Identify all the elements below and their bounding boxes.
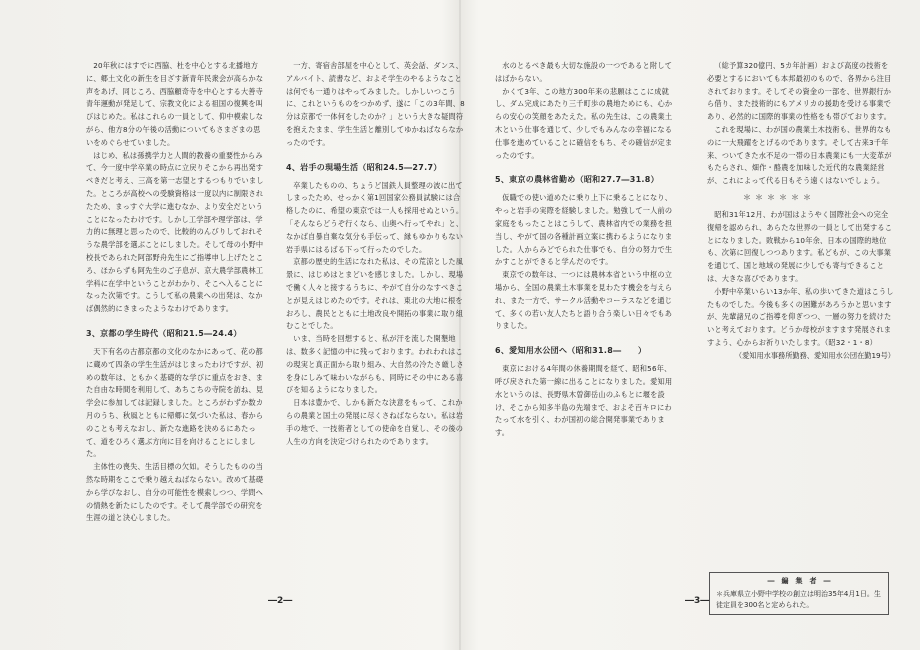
section-divider-stars: ＊＊＊＊＊＊	[743, 192, 815, 202]
page-number-right: ―3―	[685, 596, 710, 606]
author-affiliation: （愛知用水事務所勤務、愛知用水公団在勤19号）	[734, 350, 895, 360]
paragraph: 東京での数年は、一つには農林本省という中枢の立場から、全国の農業土木事業を見わたす機会を与えられ、また一方で、サークル活動やコーラスなどを通じて、多くの若い友人たちと語り合う楽しい日々でもありました。	[495, 270, 673, 331]
right-page-column-2	[707, 60, 895, 620]
paragraph: 東京における4年間の休養期間を経て、昭和56年、呼び戻された第一線に出ることになりました。愛知用水というのは、長野県木曽御岳山のふもとに堰を設け、そこから知多半島の先端まで、およそ百キロにわたって水を引く、わが国初の総合開発事業であります。	[495, 364, 673, 438]
paragraph: 昭和31年12月、わが国はようやく国際社会への完全復帰を認められ、あらたな世界の一員として出発することになりました。敗戦から10年余、日本の国際的地位も、次第に回復しつつあります。私どもが、この大事業を通じて、国と地域の発展に少しでも寄与できることは、大きな喜びであります。	[707, 209, 893, 283]
section-heading: 6、愛知用水公団へ（昭和31.8― ）	[495, 346, 647, 356]
left-page	[86, 60, 470, 635]
editor-note-box	[709, 572, 889, 615]
paragraph: かくて3年、この地方300年来の悲願はここに成就し、ダム完成にあたり三千町歩の農地ためにも、心からの安心の笑顔をあたえた。私の先生は、この農業土木という仕事を通じて、少しでもみんなの幸福になる仕事を進めていることに確信をもち、その確信が定まったのです。	[495, 86, 673, 160]
editor-note-body: ＊兵庫県立小野中学校の創立は明治35年4月1日。生徒定員を300名と定められた。	[716, 590, 881, 609]
paragraph: 小野中卒業いらい13か年、私の歩いてきた道はこうしたものでした。今後も多くの困難があろうかと思いますが、先輩諸兄のご指導を仰ぎつつ、一層の努力を続けたいと考えております。どうか母校がますます発展されますよう、心からお祈りいたします。（昭32・1・8）	[707, 286, 894, 347]
paragraph: 一方、寄宿舎部屋を中心として、英会話、ダンス、アルバイト、読書など、およそ学生のやるようなことは何でも一通りはやってみました。しかしいつこうに、これというものをつかめず、遂に「この3年間、8分は京都で一体何をしたのか？」という大きな疑問符を抱えたまま、学生生活と離別してゆかねばならなかったのです。	[286, 61, 465, 147]
paragraph: 水のとるべき最も大切な施設の一つであると附してはばからない。	[495, 61, 673, 83]
paragraph: 京都の歴史的生活になれた私は、その荒涼とした風景に、はじめはとまどいを感じました。しかし、現場で働く人々と接するうちに、やがて自分のなすべきことが見えはじめたのです。それは、東北の大地に根をおろし、農民とともに土地改良や開拓の事業に取り組むことでした。	[286, 257, 464, 331]
left-page-column-1	[86, 60, 266, 620]
section-heading: 3、京都の学生時代（昭和21.5―24.4）	[86, 328, 242, 338]
page-number-left: ―2―	[268, 596, 293, 606]
section-heading: 4、岩手の現場生活（昭和24.5―27.7）	[286, 162, 442, 172]
paragraph: 天下有名の古都京都の文化のなかにあって、花の都に蔵めて四条の学生生活がはじまったわけですが、初めの数年は、ともかく基礎的な学びに重点をおき、また自由な時間を利用して、あちこちの寺院を訪ね、見学会に参加しては記録しました。ところがわずか数カ月のうち、秋風とともに帰郷に気づいた私は、春からのことも考えなおし、新たな進路を決めるにあたって、道をひろく選ぶ方向に目を向けることにしました。	[86, 346, 264, 459]
paragraph: 20年秋にはすでに西脇、杜を中心とする北播地方に、郷土文化の新生を目ざす新青年民衆会が高らかな声をあげ、同じころ、西脇顧奇寺を中心とする大善寺青年運動が発足して、宗教文化による祖国の復興を叫びはじめた。私はこれらの一員として、仰中模索しながら、他方8分の午後の活動についてもさまざまの思いをめぐらせていました。	[86, 61, 264, 147]
paragraph: 主体性の喪失、生活目標の欠如。そうしたものの当然な時期をここで乗り越えねばならない。改めて基礎から学びなおし、自分の可能性を模索しつつ、学問への情熱を新たにしたのです。そして農学部での研究を生涯の道と決心しました。	[86, 462, 264, 523]
editor-note-title: ― 編 集 者 ―	[767, 577, 831, 585]
section-heading: 5、東京の農林省勤め（昭和27.7―31.8）	[495, 175, 659, 185]
paragraph: はじめ、私は孫携学力と人間的教養の重要性からみて、今一度中学卒業の時点に立戻りそこから再出発すべきだと考え、三高を第一志望とするつもりでいました。ところが高校への受験資格は一度以内に制限されたため、まっすぐ大学に進むなか、より安全だということになったわけです。しかし工学部や理学部は、学力的に無理と思ったので、比較的のんびりしておれそうな農学部を選ぶことにしました。そして母の小野中校長であられた阿部野舟先生にご指導申し上げたところ、ほからずも阿先生のご子息が、京大農学部農林工学科に在学中ということがわかり、そこへ入ることになった次第です。こうして私の農業への出発は、なかば偶然的にきまったようなわけであります。	[86, 150, 264, 314]
paragraph: 日本は豊かで、しかも新たな決意をもって、これからの農業と国土の発展に尽くさねばならない。私は岩手の地で、一技術者としての使命を自覚し、その後の人生の方向を決定づけられたのであります。	[286, 398, 464, 446]
paragraph: いま、当時を回想すると、私が汗を流した開墾地は、数多く記憶の中に残っております。われわれはこの現実と真正面から取り組み、大自然の冷たさ厳しさを身にしみて味わいながらも、同時にその中にある喜びを知るようになりました。	[286, 334, 464, 395]
paragraph: 卒業したものの、ちょうど国鉄人員整理の波に出てしまったため、せっかく第1回国家公務員試験には合格したのに、希望の東京では一人も採用せぬという。「そんならどうぞ行くなら、山奥へ行ってやれ」と、なかば自暴自棄な気分も手伝って、縁もゆかりもない岩手県にはるばる下って行ったのでした。	[286, 180, 464, 254]
paragraph: 仮職での使い道めたに乗り上下に乗ることになり、やっと岩手の実際を経験しました。勉強して一人前の家庭をもったことはこうして、農林省内での業務を担当し、やがて国の各種計画立案に携わるようになりました。人からみどでられた仕事でも、自分の努力で生かすことができると学んだのです。	[495, 193, 673, 267]
paragraph: これを現場に、わが国の農業土木技術も、世界的なものに一大飛躍をとげるのであります。そして古来3千年来、ついてきた水不足の一帯の日本農業にも一大変革がもたらされ、畑作・酪農を加味した近代的な農業経営が、これによって代る日もそう遠くはないでしょう。	[707, 124, 892, 186]
right-page-column-1	[495, 60, 675, 620]
paragraph: （総予算320億円、5カ年計画）および高度の技術を必要とするにおいても本邦最初のもので、各界から注目されております。そしてその資金の一部を、世界銀行から借り、また技術的にもアメリカの援助を受ける事業であり、必然的に国際的事業の性格をも帯びております。	[707, 61, 892, 122]
right-page	[495, 60, 895, 635]
left-page-column-2	[286, 60, 466, 620]
